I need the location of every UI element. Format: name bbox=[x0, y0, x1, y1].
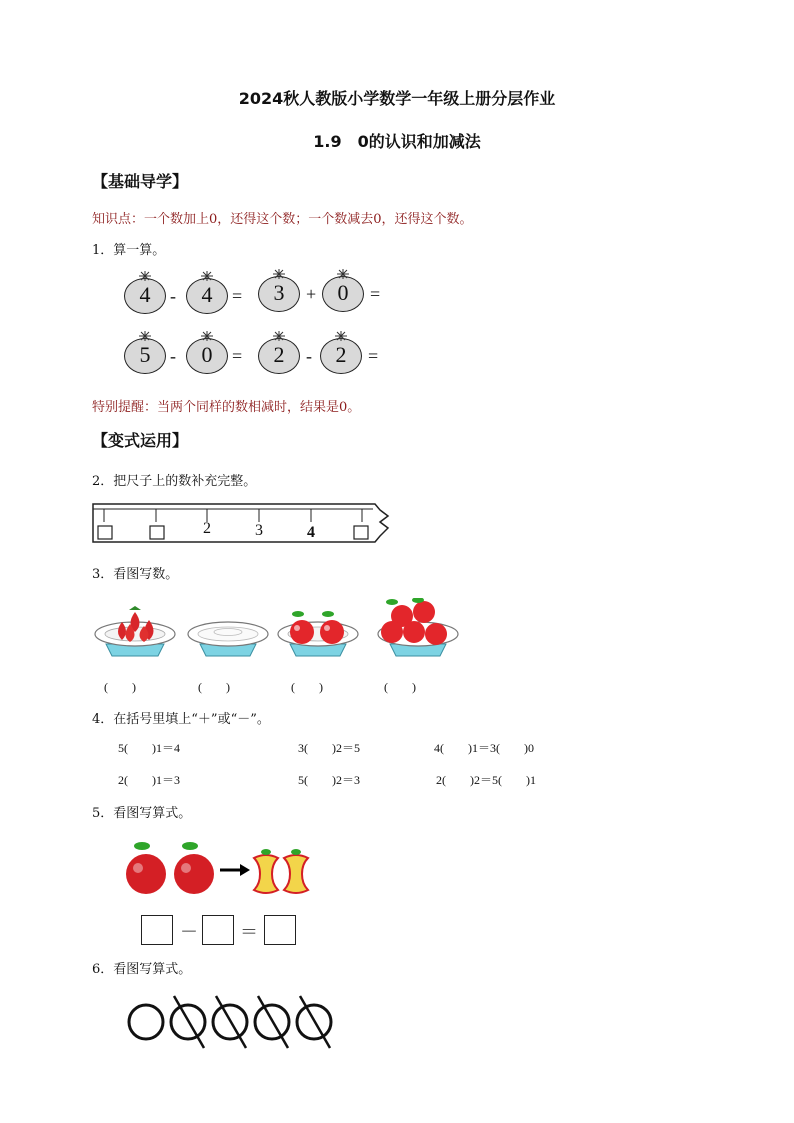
answer-box[interactable] bbox=[202, 915, 234, 945]
answer-blank[interactable]: ( ) bbox=[104, 680, 136, 694]
apple-core-icon bbox=[284, 849, 308, 893]
operator: = bbox=[232, 286, 243, 306]
equation-item[interactable]: 5( )2＝3 bbox=[298, 773, 360, 787]
apple-core-icon bbox=[254, 849, 278, 893]
ruler-blank-box[interactable] bbox=[150, 526, 164, 539]
equation-item[interactable]: 3( )2＝5 bbox=[298, 741, 360, 755]
fruit-digit: 2 bbox=[273, 342, 285, 367]
fruit-number bbox=[320, 334, 362, 372]
empty-plate bbox=[188, 622, 268, 656]
leaf-icon bbox=[138, 330, 152, 342]
circles-crossed-illustration bbox=[124, 994, 340, 1054]
fruit-number bbox=[124, 334, 166, 372]
operator: = bbox=[368, 346, 379, 366]
question-1-label: 1．算一算。 bbox=[92, 243, 166, 258]
operator: - bbox=[306, 346, 312, 366]
fruit-number bbox=[186, 334, 228, 372]
section-heading-basic: 【基础导学】 bbox=[92, 172, 189, 191]
minus-sign: － bbox=[180, 922, 198, 943]
crossed-circle-icon bbox=[213, 996, 247, 1048]
question-2-label: 2．把尺子上的数补充完整。 bbox=[92, 474, 257, 489]
leaf-icon bbox=[272, 268, 286, 280]
special-reminder: 特别提醒：当两个同样的数相减时，结果是0。 bbox=[92, 400, 361, 415]
crossed-circle-icon bbox=[297, 996, 331, 1048]
operator: - bbox=[170, 346, 176, 366]
plate-with-strawberries bbox=[95, 606, 175, 656]
operator: + bbox=[306, 284, 317, 304]
answer-blank[interactable]: ( ) bbox=[384, 680, 416, 694]
ruler-blank-box[interactable] bbox=[98, 526, 112, 539]
ruler-blank-box[interactable] bbox=[354, 526, 368, 539]
equation-item[interactable]: 2( )2＝5( )1 bbox=[436, 773, 536, 787]
page-title: 2024秋人教版小学数学一年级上册分层作业 bbox=[238, 89, 556, 108]
leaf-icon bbox=[138, 270, 152, 282]
crossed-circle-icon bbox=[171, 996, 205, 1048]
fruit-number bbox=[124, 274, 166, 312]
plates-illustration bbox=[92, 598, 464, 664]
knowledge-point: 知识点：一个数加上0，还得这个数；一个数减去0，还得这个数。 bbox=[92, 212, 473, 227]
equals-sign: ＝ bbox=[240, 922, 258, 943]
operator: - bbox=[170, 286, 176, 306]
ruler-label: 3 bbox=[255, 522, 263, 539]
page-subtitle: 1.9 0的认识和加减法 bbox=[313, 132, 481, 151]
fruit-digit: 4 bbox=[201, 282, 213, 307]
ruler-label: 4 bbox=[307, 524, 315, 541]
circle-icon bbox=[129, 1005, 163, 1039]
fruit-digit: 3 bbox=[273, 280, 285, 305]
section-heading-variation: 【变式运用】 bbox=[92, 431, 189, 450]
leaf-icon bbox=[272, 330, 286, 342]
operator: = bbox=[232, 346, 243, 366]
apple-icon bbox=[174, 842, 214, 894]
apple-icon bbox=[126, 842, 166, 894]
equation-item[interactable]: 5( )1＝4 bbox=[118, 741, 180, 755]
apples-eaten-illustration bbox=[124, 836, 320, 898]
fruit-number bbox=[258, 272, 300, 310]
plate-with-two-apples bbox=[278, 611, 358, 656]
fruit-digit: 4 bbox=[139, 282, 151, 307]
answer-box[interactable] bbox=[264, 915, 296, 945]
fruit-number bbox=[186, 274, 228, 312]
ruler-label: 2 bbox=[203, 520, 211, 537]
fruit-digit: 0 bbox=[337, 280, 349, 305]
ruler-illustration bbox=[90, 500, 400, 548]
question-4-label: 4．在括号里填上“＋”或“－”。 bbox=[92, 712, 270, 727]
leaf-icon bbox=[200, 330, 214, 342]
plate-with-five-apples bbox=[378, 598, 458, 656]
answer-box[interactable] bbox=[141, 915, 173, 945]
fruit-digit: 5 bbox=[139, 342, 151, 367]
operator: = bbox=[370, 284, 381, 304]
leaf-icon bbox=[336, 268, 350, 280]
crossed-circle-icon bbox=[255, 996, 289, 1048]
answer-blank[interactable]: ( ) bbox=[198, 680, 230, 694]
question-6-label: 6．看图写算式。 bbox=[92, 962, 192, 977]
leaf-icon bbox=[200, 270, 214, 282]
answer-blank[interactable]: ( ) bbox=[291, 680, 323, 694]
leaf-icon bbox=[334, 330, 348, 342]
fruit-digit: 2 bbox=[335, 342, 347, 367]
equation-item[interactable]: 4( )1＝3( )0 bbox=[434, 741, 534, 755]
question-5-label: 5．看图写算式。 bbox=[92, 806, 192, 821]
arrow-right-icon bbox=[220, 864, 250, 876]
fruit-number bbox=[258, 334, 300, 372]
fruit-digit: 0 bbox=[201, 342, 213, 367]
question-3-label: 3．看图写数。 bbox=[92, 567, 179, 582]
fruit-number bbox=[322, 272, 364, 310]
equation-item[interactable]: 2( )1＝3 bbox=[118, 773, 180, 787]
